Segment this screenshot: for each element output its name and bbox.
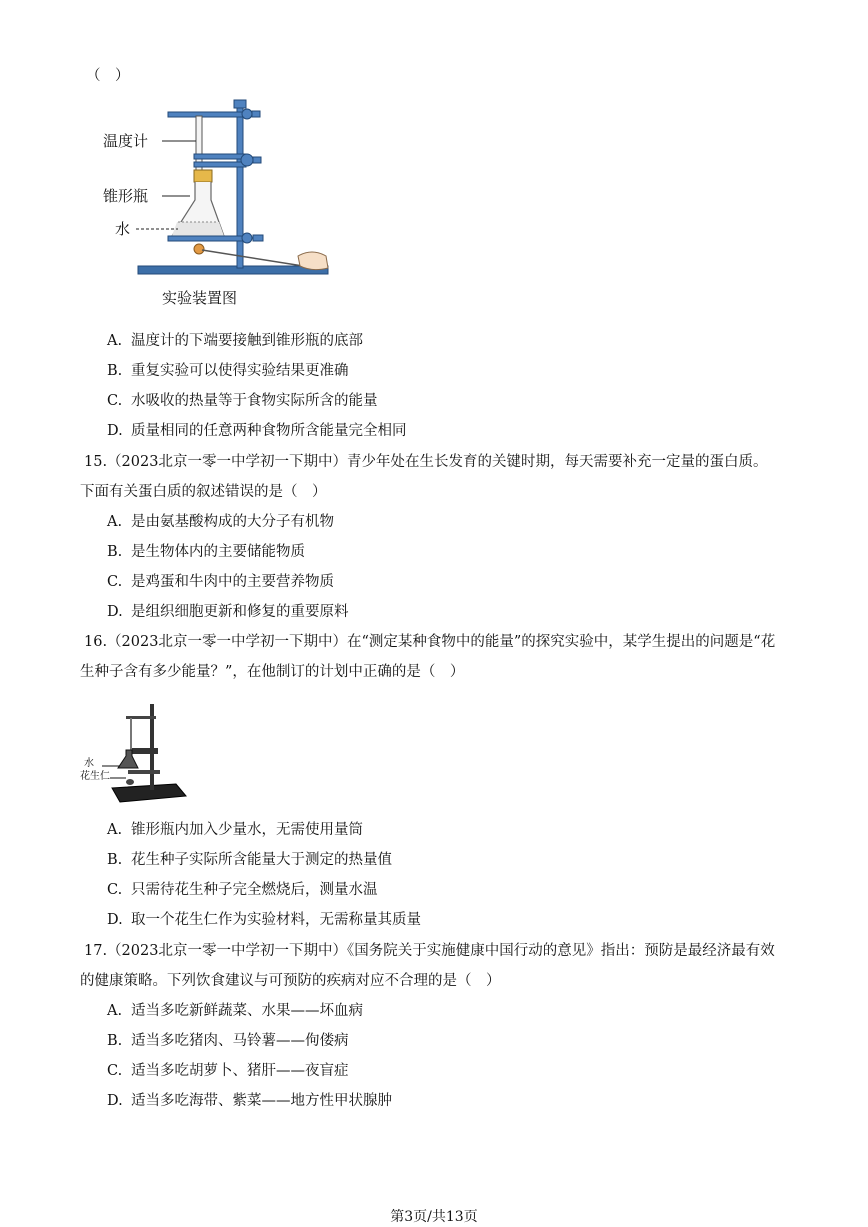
q15-option-c: C. 是鸡蛋和牛肉中的主要营养物质 <box>107 574 334 590</box>
q17-option-a: A. 适当多吃新鲜蔬菜、水果——坏血病 <box>107 1003 363 1019</box>
q17-stem-line1: 17.（2023北京一零一中学初一下期中）《国务院关于实施健康中国行动的意见》指出：预防是最经济最有效 <box>84 943 775 959</box>
page-number: 第3页/共13页 <box>390 1209 478 1225</box>
fig2-peanut-label: 花生仁 <box>80 771 110 782</box>
water-label: 水 <box>115 220 131 238</box>
q14-option-c: C. 水吸收的热量等于食物实际所含的能量 <box>107 393 378 409</box>
q15-option-a: A. 是由氨基酸构成的大分子有机物 <box>107 514 334 530</box>
q16-stem-line1: 16.（2023北京一零一中学初一下期中）在“测定某种食物中的能量”的探究实验中，某学生提出的问题是“花 <box>84 634 776 650</box>
q15-stem-line2: 下面有关蛋白质的叙述错误的是（ ） <box>80 484 327 500</box>
q15-option-d: D. 是组织细胞更新和修复的重要原料 <box>107 604 349 620</box>
answer-bracket: （ ） <box>86 68 130 84</box>
q14-option-d: D. 质量相同的任意两种食物所含能量完全相同 <box>107 423 407 439</box>
q17-option-c: C. 适当多吃胡萝卜、猪肝——夜盲症 <box>107 1063 349 1079</box>
q15-stem-line1: 15.（2023北京一零一中学初一下期中）青少年处在生长发育的关键时期，每天需要补充一定量的蛋白质。 <box>84 454 768 470</box>
q14-option-a: A. 温度计的下端要接触到锥形瓶的底部 <box>107 333 363 349</box>
q16-option-b: B. 花生种子实际所含能量大于测定的热量值 <box>107 852 392 868</box>
fig2-water-label: 水 <box>84 758 94 769</box>
q16-stem-line2: 生种子含有多少能量？”，在他制订的计划中正确的是（ ） <box>80 664 465 680</box>
thermometer-label: 温度计 <box>103 132 149 150</box>
q17-stem-line2: 的健康策略。下列饮食建议与可预防的疾病对应不合理的是（ ） <box>80 973 501 989</box>
figure-caption: 实验装置图 <box>162 289 238 307</box>
q16-option-c: C. 只需待花生种子完全燃烧后，测量水温 <box>107 882 378 898</box>
q16-option-a: A. 锥形瓶内加入少量水，无需使用量筒 <box>107 822 363 838</box>
apparatus-figure <box>98 96 343 316</box>
q14-option-b: B. 重复实验可以使得实验结果更准确 <box>107 363 349 379</box>
q17-option-b: B. 适当多吃猪肉、马铃薯——佝偻病 <box>107 1033 349 1049</box>
flask-label: 锥形瓶 <box>103 187 149 205</box>
q17-option-d: D. 适当多吃海带、紫菜——地方性甲状腺肿 <box>107 1093 392 1109</box>
q16-option-d: D. 取一个花生仁作为实验材料，无需称量其质量 <box>107 912 421 928</box>
q15-option-b: B. 是生物体内的主要储能物质 <box>107 544 305 560</box>
peanut-apparatus-figure <box>80 700 195 810</box>
